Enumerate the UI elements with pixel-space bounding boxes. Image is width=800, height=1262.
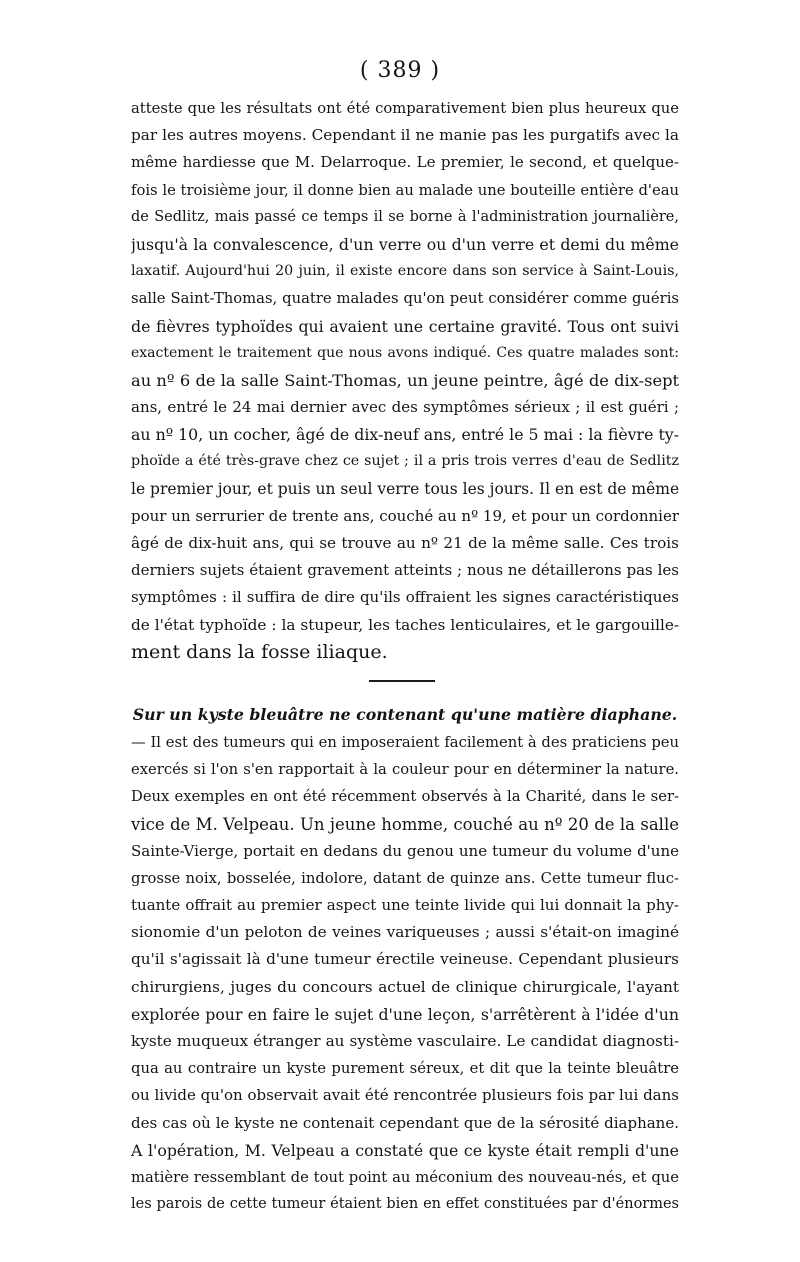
text-line: le premier jour, et puis un seul verre tous les jours. Il en est de même (131, 479, 679, 498)
text-line: fois le troisième jour, il donne bien au malade une bouteille entière d'eau (131, 181, 679, 199)
text-line: kyste muqueux étranger au système vasculaire. Le candidat diagnosti- (131, 1032, 679, 1050)
body-text (131, 95, 679, 1218)
text-line: vice de M. Velpeau. Un jeune homme, couché au nº 20 de la salle (131, 814, 679, 834)
text-line: exactement le traitement que nous avons indiqué. Ces quatre malades sont: (131, 344, 679, 361)
text-line: chirurgiens, juges du concours actuel de clinique chirurgicale, l'ayant (131, 977, 679, 996)
text-line: — Il est des tumeurs qui en imposeraient facilement à des praticiens peu (131, 733, 679, 751)
section-separator (131, 666, 679, 701)
page-number: ( 389 ) (359, 58, 441, 83)
text-line: ou livide qu'on observait avait été rencontrée plusieurs fois par lui dans (131, 1086, 679, 1105)
text-line: grosse noix, bosselée, indolore, datant de quinze ans. Cette tumeur fluc- (131, 869, 679, 887)
text-line: jusqu'à la convalescence, d'un verre ou d'un verre et demi du même (131, 234, 679, 254)
text-line: symptômes : il suffira de dire qu'ils offraient les signes caractéristiques (131, 588, 679, 607)
text-line: âgé de dix-huit ans, qui se trouve au nº 21 de la même salle. Ces trois (131, 534, 679, 552)
text-line: Deux exemples en ont été récemment observés à la Charité, dans le ser- (131, 788, 679, 806)
text-line: de Sedlitz, mais passé ce temps il se borne à l'administration journalière, (131, 208, 679, 225)
text-line: de fièvres typhoïdes qui avaient une certaine gravité. Tous ont suivi (131, 316, 679, 336)
text-line: atteste que les résultats ont été comparativement bien plus heureux que (131, 100, 679, 117)
text-line: ment dans la fosse iliaque. (131, 640, 388, 663)
text-line: qu'il s'agissait là d'une tumeur érectile veineuse. Cependant plusieurs (131, 950, 679, 969)
text-line: explorée pour en faire le sujet d'une leçon, s'arrêtèrent à l'idée d'un (131, 1004, 679, 1024)
text-line: les parois de cette tumeur étaient bien en effet constituées par d'énormes (131, 1196, 679, 1213)
text-line: derniers sujets étaient gravement atteints ; nous ne détaillerons pas les (131, 561, 679, 580)
text-line: des cas où le kyste ne contenait cependant que de la sérosité diaphane. (131, 1113, 679, 1132)
text-line: de l'état typhoïde : la stupeur, les taches lenticulaires, et le gargouille- (131, 615, 679, 634)
text-line: A l'opération, M. Velpeau a constaté que ce kyste était rempli d'une (131, 1140, 679, 1160)
separator-rule (369, 680, 435, 682)
text-line: au nº 10, un cocher, âgé de dix-neuf ans, entré le 5 mai : la fièvre ty- (131, 425, 679, 445)
text-line: au nº 6 de la salle Saint-Thomas, un jeune peintre, âgé de dix-sept (131, 370, 679, 390)
text-line: sionomie d'un peloton de veines variqueuses ; aussi s'était-on imaginé (131, 923, 679, 942)
text-line: salle Saint-Thomas, quatre malades qu'on peut considérer comme guéris (131, 290, 679, 308)
text-line: qua au contraire un kyste purement séreux, et dit que la teinte bleuâtre (131, 1060, 679, 1078)
text-line: exercés si l'on s'en rapportait à la couleur pour en déterminer la nature. (131, 761, 679, 779)
text-line: Sainte-Vierge, portait en dedans du genou une tumeur du volume d'une (131, 841, 679, 860)
text-line: matière ressemblant de tout point au méconium des nouveau-nés, et que (131, 1168, 679, 1186)
text-line: tuante offrait au premier aspect une teinte livide qui lui donnait la phy- (131, 896, 679, 915)
text-line: par les autres moyens. Cependant il ne manie pas les purgatifs avec la (131, 126, 679, 145)
paragraph-typhoid-treatment (131, 95, 679, 666)
paragraph-cyst-case (131, 729, 679, 1218)
text-line: ans, entré le 24 mai dernier avec des symptômes sérieux ; il est guéri ; (131, 398, 679, 417)
text-line: laxatif. Aujourd'hui 20 juin, il existe encore dans son service à Saint-Louis, (131, 263, 679, 280)
section-heading: Sur un kyste bleuâtre ne contenant qu'une matière diaphane. (132, 704, 678, 724)
text-line: même hardiesse que M. Delarroque. Le premier, le second, et quelque- (131, 153, 679, 172)
text-line: pour un serrurier de trente ans, couché au nº 19, et pour un cordonnier (131, 506, 679, 525)
text-line: phoïde a été très-grave chez ce sujet ; il a pris trois verres d'eau de Sedlitz (131, 453, 679, 470)
